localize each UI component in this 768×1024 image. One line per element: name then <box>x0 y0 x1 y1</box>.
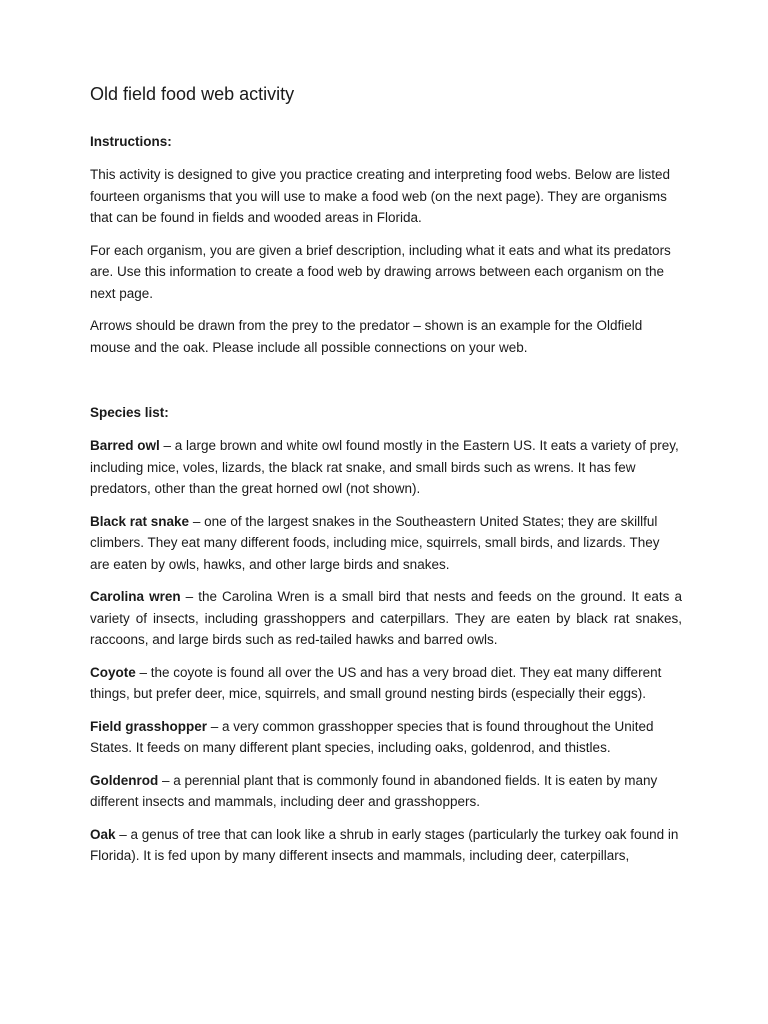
species-description: – a genus of tree that can look like a shrub in early stages (particularly the turkey oak found in Florida). It is fed upon by many different insects and mammals, including deer, caterpillars, <box>90 826 679 863</box>
species-name: Carolina wren <box>90 589 181 604</box>
species-description: – the coyote is found all over the US and has a very broad diet. They eat many different things, but prefer deer, mice, squirrels, and small ground nesting birds (especially their eggs). <box>90 664 662 701</box>
species-entry-black-rat-snake <box>90 511 682 576</box>
species-description: – the Carolina Wren is a small bird that nests and feeds on the ground. It eats a variety of insects, including grasshoppers and caterpillars. They are eaten by black rat snakes, raccoons, and large birds such as red-tailed hawks and barred owls. <box>90 589 682 647</box>
species-name: Black rat snake <box>90 513 190 529</box>
document-title: Old field food web activity <box>90 84 295 104</box>
species-list-heading: Species list: <box>90 405 169 420</box>
species-name: Goldenrod <box>90 772 159 788</box>
instructions-paragraph: For each organism, you are given a brief description, including what it eats and what its predators are. Use this information to create a food web by drawing arrows between each organism on the next page. <box>90 242 671 301</box>
species-entry-field-grasshopper <box>90 716 682 759</box>
species-name: Barred owl <box>90 438 160 453</box>
species-entry-goldenrod <box>90 770 682 813</box>
species-name: Oak <box>90 826 116 842</box>
document-content <box>90 82 682 878</box>
species-entry-carolina-wren <box>90 586 682 651</box>
instructions-heading: Instructions: <box>90 134 172 149</box>
instructions-paragraph: Arrows should be drawn from the prey to the predator – shown is an example for the Oldfield mouse and the oak. Please include all possible connections on your web. <box>90 318 643 355</box>
species-description: – a large brown and white owl found mostly in the Eastern US. It eats a variety of prey, including mice, voles, lizards, the black rat snake, and small birds such as wrens. It has few predators, other than the great horned owl (not shown). <box>90 438 679 496</box>
section-spacer <box>90 369 682 402</box>
species-description: – a very common grasshopper species that is found throughout the United States. It feeds on many different plant species, including oaks, goldenrod, and thistles. <box>90 718 654 755</box>
species-entry-coyote <box>90 662 682 705</box>
species-entry-barred-owl <box>90 435 682 500</box>
species-name: Coyote <box>90 664 136 680</box>
species-name: Field grasshopper <box>90 718 208 734</box>
species-description: – one of the largest snakes in the Southeastern United States; they are skillful climbers. They eat many different foods, including mice, squirrels, small birds, and lizards. They are eaten by owls, hawks, and other large birds and snakes. <box>90 513 660 572</box>
species-entry-oak <box>90 824 682 867</box>
instructions-paragraph: This activity is designed to give you practice creating and interpreting food webs. Below are listed fourteen organisms that you will use to make a food web (on the next page). They are organisms that can be found in fields and wooded areas in Florida. <box>90 167 671 225</box>
species-description: – a perennial plant that is commonly found in abandoned fields. It is eaten by many different insects and mammals, including deer and grasshoppers. <box>90 772 658 809</box>
